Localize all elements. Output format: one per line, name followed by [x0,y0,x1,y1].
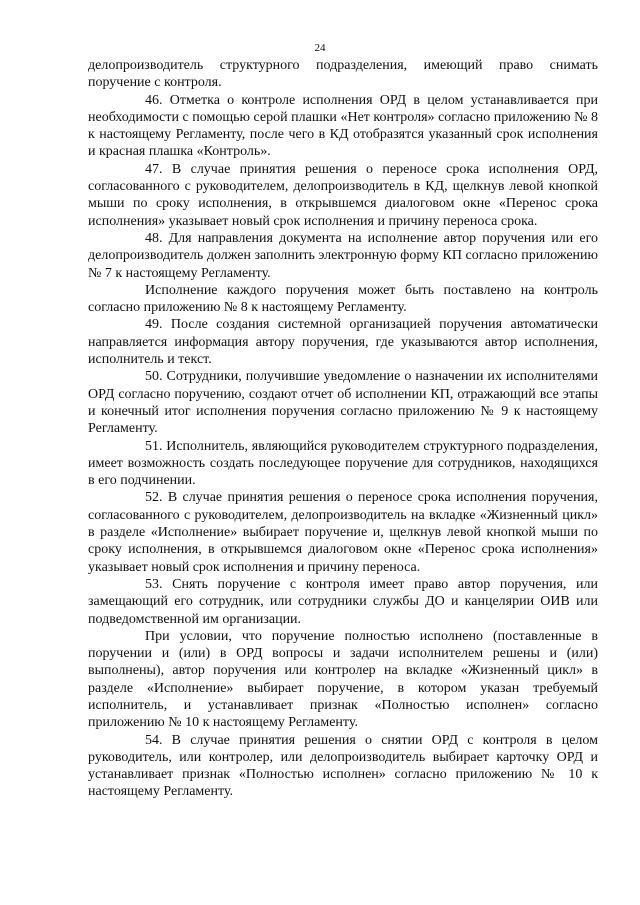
paragraph-53-condition: При условии, что поручение полностью исполнено (поставленные в поручении и (или) в ОРД вопросы и задачи исполнителем решены и (или) выполнены), автор поручения или контролер на вкладке «Жизненный цикл» в разделе «Исполнение» выбирает поручение, в котором указан требуемый исполнитель, и устанавливает признак «Полностью исполнен» согласно приложению № 10 к настоящему Регламенту. [88,628,598,731]
paragraph-51: 51. Исполнитель, являющийся руководителем структурного подразделения, имеет возможность создать последующее поручение для сотрудников, находящихся в его подчинении. [88,438,598,489]
paragraph-53: 53. Снять поручение с контроля имеет право автор поручения, или замещающий его сотрудник, или сотрудники службы ДО и канцелярии ОИВ или подведомственной им организации. [88,576,598,627]
paragraph-48-note: Исполнение каждого поручения может быть поставлено на контроль согласно приложению № 8 к настоящему Регламенту. [88,282,598,316]
paragraph-47: 47. В случае принятия решения о переносе срока исполнения ОРД, согласованного с руководителем, делопроизводитель в КД, щелкнув левой кнопкой мыши по сроку исполнения, в открывшемся диалоговом окне «Перенос срока исполнения» указывает новый срок исполнения и причину переноса срока. [88,161,598,229]
paragraph-50: 50. Сотрудники, получившие уведомление о назначении их исполнителями ОРД согласно поручению, создают отчет об исполнении КП, отражающий все этапы и конечный итог исполнения поручения согласно приложению № 9 к настоящему Регламенту. [88,369,598,437]
paragraph-48: 48. Для направления документа на исполнение автор поручения или его делопроизводитель должен заполнить электронную форму КП согласно приложению № 7 к настоящему Регламенту. [88,230,598,281]
paragraph-54: 54. В случае принятия решения о снятии ОРД с контроля в целом руководитель, или контролер, или делопроизводитель выбирает карточку ОРД и устанавливает признак «Полностью исполнен» согласно приложению № 10 к настоящему Регламенту. [88,732,598,800]
page-number: 24 [314,42,326,54]
paragraph-52: 52. В случае принятия решения о переносе срока исполнения поручения, согласованного с руководителем, делопроизводитель на вкладке «Жизненный цикл» в разделе «Исполнение» выбирает поручение и, щелкнув левой кнопкой мыши по сроку исполнения, в открывшемся диалоговом окне «Перенос срока исполнения» указывает новый срок исполнения и причину переноса. [88,490,598,575]
document-body [88,57,598,801]
paragraph-46: 46. Отметка о контроле исполнения ОРД в целом устанавливается при необходимости с помощью серой плашки «Нет контроля» согласно приложению № 8 к настоящему Регламенту, после чего в КД отобразятся указанный срок исполнения и красная плашка «Контроль». [88,92,598,160]
paragraph-continuation: делопроизводитель структурного подразделения, имеющий право снимать поручение с контроля. [88,58,598,91]
paragraph-49: 49. После создания системной организацией поручения автоматически направляется информация автору поручения, где указываются автор исполнения, исполнитель и текст. [88,317,598,368]
